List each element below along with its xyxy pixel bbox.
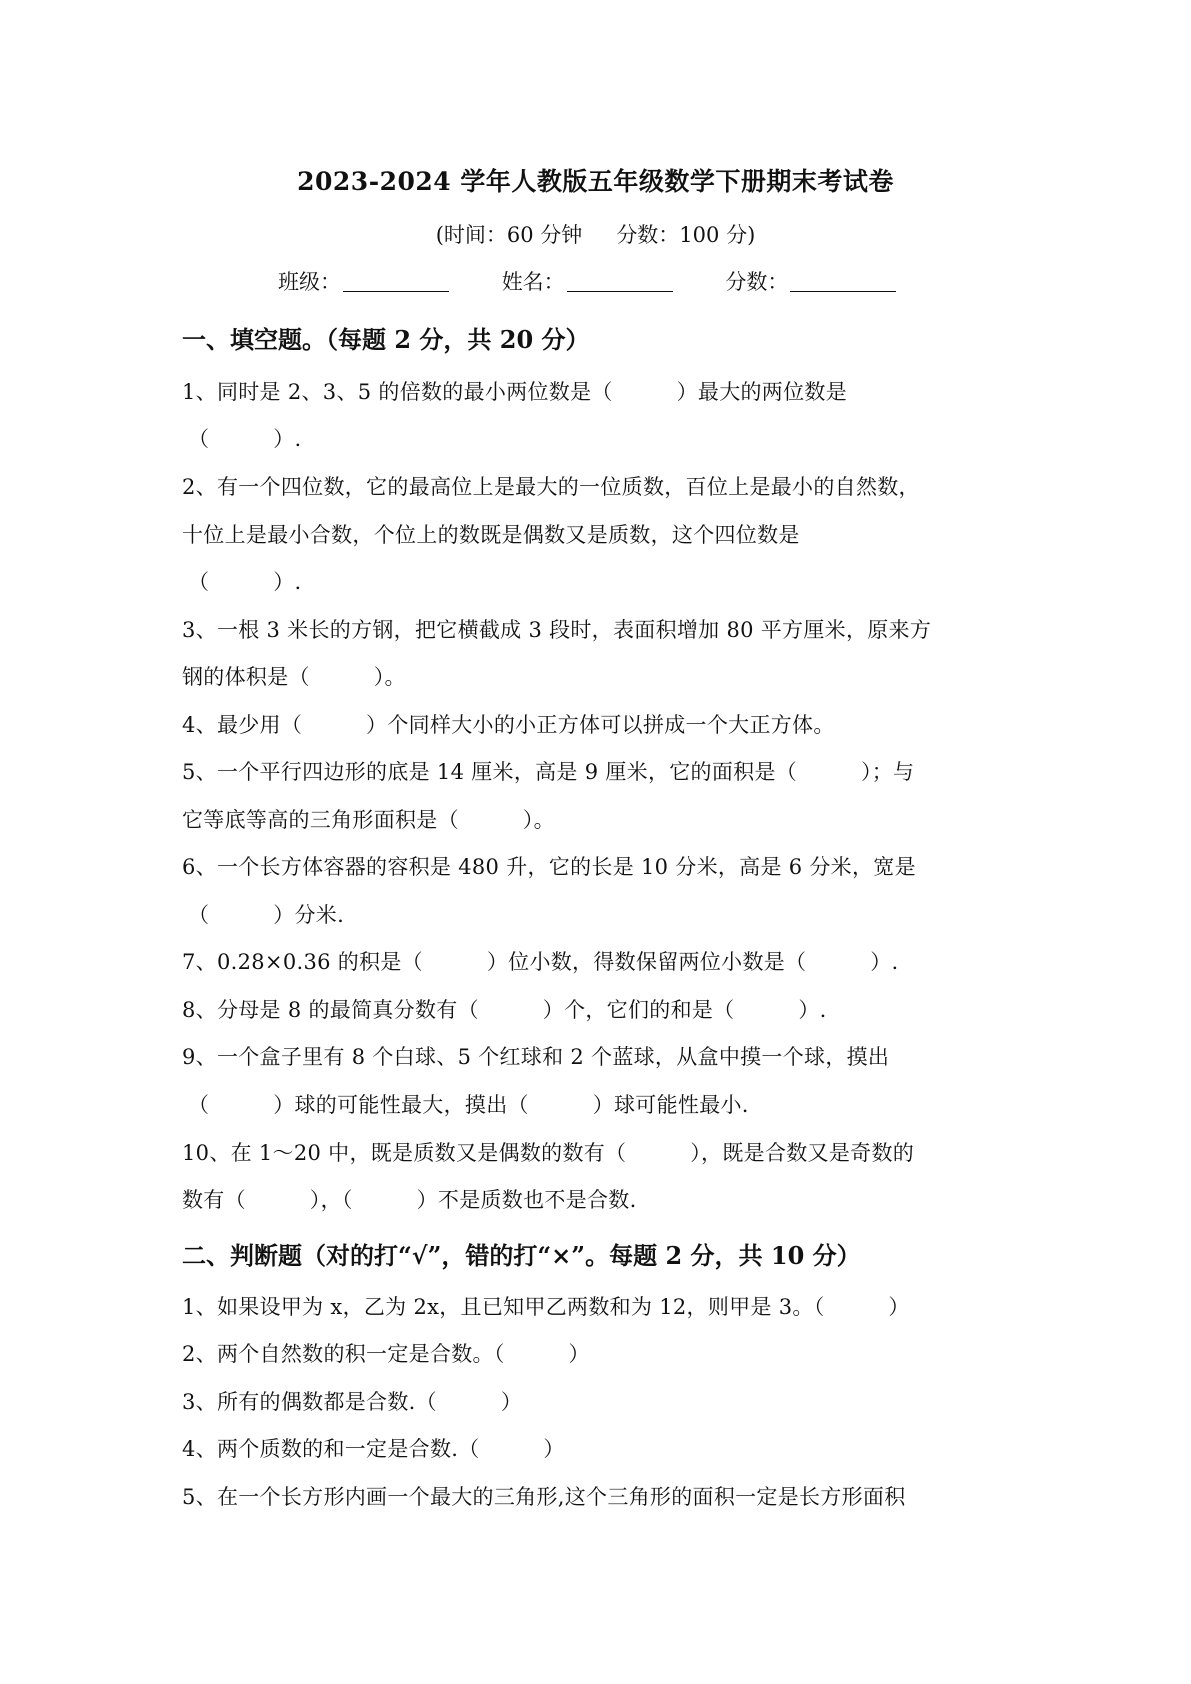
question-line: 它等底等高的三角形面积是（ ）。 xyxy=(182,808,555,832)
name-field xyxy=(502,266,673,296)
question-line: 10、在 1～20 中，既是质数又是偶数的数有（ ），既是合数又是奇数的 xyxy=(182,1141,915,1165)
question-line: 4、最少用（ ）个同样大小的小正方体可以拼成一个大正方体。 xyxy=(182,713,835,737)
question-line: 4、两个质数的和一定是合数.（ ） xyxy=(182,1437,565,1461)
question-line: （ ）. xyxy=(188,570,302,594)
question-line: 十位上是最小合数，个位上的数既是偶数又是质数，这个四位数是 xyxy=(182,523,800,547)
question-line: 3、所有的偶数都是合数.（ ） xyxy=(182,1390,523,1414)
question-line: 2、有一个四位数，它的最高位上是最大的一位质数，百位上是最小的自然数， xyxy=(182,475,920,499)
question-line: 钢的体积是（ ）。 xyxy=(182,665,406,689)
question-line: 9、一个盒子里有 8 个白球、5 个红球和 2 个蓝球，从盒中摸一个球，摸出 xyxy=(182,1045,890,1069)
score-info: 分数：100 分) xyxy=(616,223,756,247)
question-line: 8、分母是 8 的最简真分数有（ ）个，它们的和是（ ）. xyxy=(182,998,827,1022)
question-line: （ ）. xyxy=(188,427,302,451)
question-line: 5、一个平行四边形的底是 14 厘米，高是 9 厘米，它的面积是（ ）；与 xyxy=(182,760,915,784)
question-line: （ ）球的可能性最大，摸出（ ）球可能性最小. xyxy=(188,1093,749,1117)
class-label: 班级： xyxy=(278,270,341,294)
question-line: 2、两个自然数的积一定是合数。（ ） xyxy=(182,1342,590,1366)
question-line: 1、如果设甲为 x，乙为 2x，且已知甲乙两数和为 12，则甲是 3。（ ） xyxy=(182,1295,910,1319)
question-line: 数有（ ），（ ）不是质数也不是合数. xyxy=(182,1188,637,1212)
question-line: 7、0.28×0.36 的积是（ ）位小数，得数保留两位小数是（ ）. xyxy=(182,950,899,974)
score-blank xyxy=(790,269,896,292)
section2-heading: 二、判断题（对的打“√”，错的打“×”。每题 2 分，共 10 分） xyxy=(182,1241,861,1270)
question-line: （ ）分米. xyxy=(188,903,345,927)
question-line: 5、在一个长方形内画一个最大的三角形,这个三角形的面积一定是长方形面积 xyxy=(182,1485,906,1509)
question-line: 3、一根 3 米长的方钢，把它横截成 3 段时，表面积增加 80 平方厘米，原来方 xyxy=(182,618,932,642)
class-blank xyxy=(343,269,449,292)
page-title: 2023-2024 学年人教版五年级数学下册期末考试卷 xyxy=(297,167,894,196)
time-info: (时间：60 分钟 xyxy=(435,223,583,247)
score-label: 分数： xyxy=(725,270,789,294)
question-line: 1、同时是 2、3、5 的倍数的最小两位数是（ ）最大的两位数是 xyxy=(182,380,847,404)
name-label: 姓名： xyxy=(501,270,565,294)
score-field xyxy=(725,266,896,296)
student-info-line xyxy=(278,266,896,296)
question-line: 6、一个长方体容器的容积是 480 升，它的长是 10 分米，高是 6 分米，宽是 xyxy=(182,855,916,879)
exam-subtitle xyxy=(0,219,1191,249)
name-blank xyxy=(567,269,673,292)
class-field xyxy=(278,266,449,296)
section1-heading: 一、填空题。（每题 2 分，共 20 分） xyxy=(182,325,590,354)
